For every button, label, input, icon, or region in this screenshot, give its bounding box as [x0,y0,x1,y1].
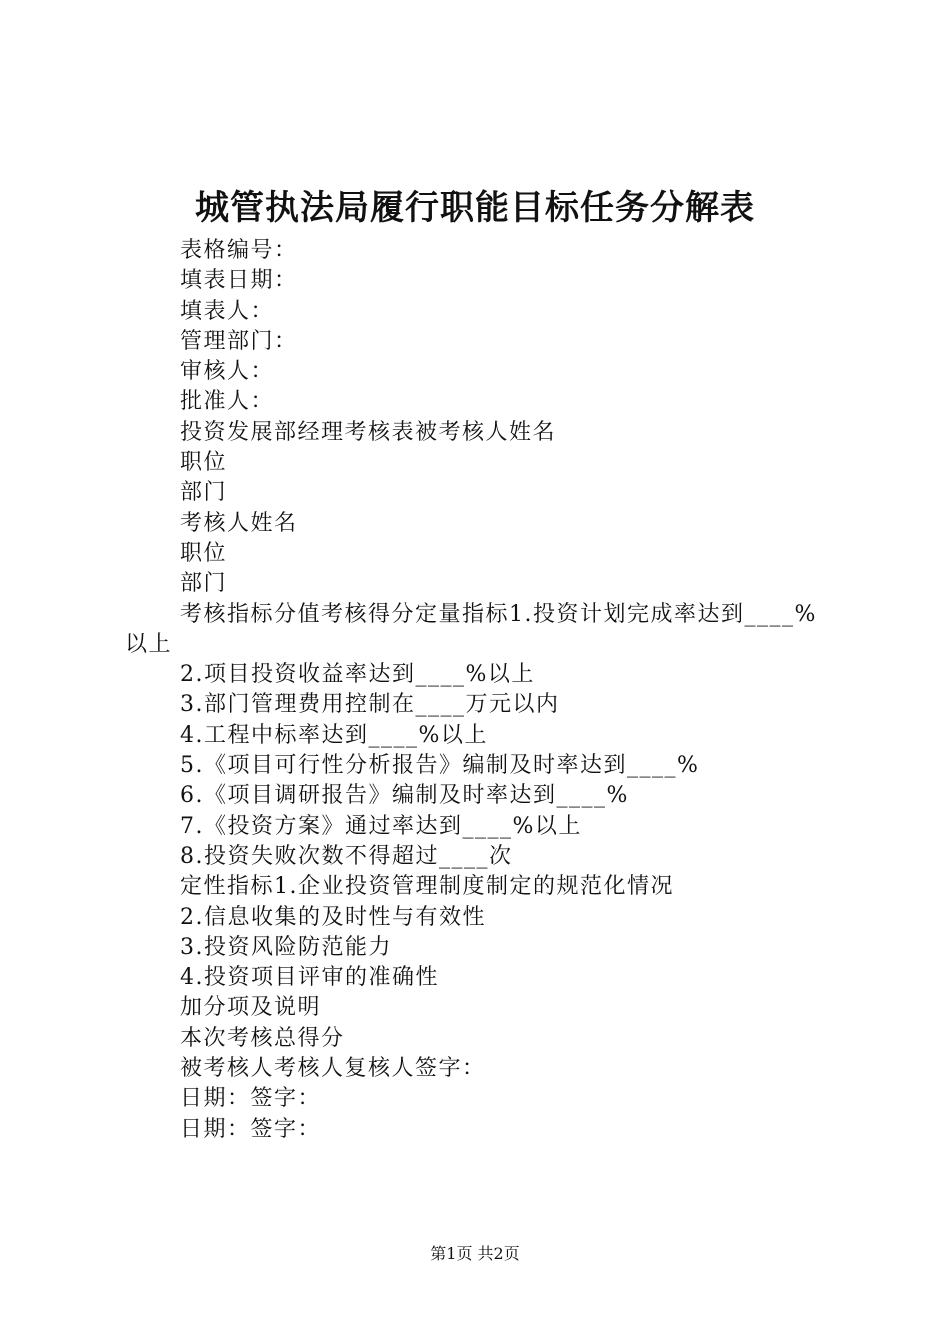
document-body [125,236,835,1145]
text-line: 7.《投资方案》通过率达到____%以上 [180,813,582,839]
text-line: 2.信息收集的及时性与有效性 [180,904,486,930]
text-line: 5.《项目可行性分析报告》编制及时率达到____% [180,753,700,779]
text-line: 被考核人考核人复核人签字： [180,1056,486,1082]
text-line: 考核人姓名 [180,510,298,536]
text-line: 8.投资失败次数不得超过____次 [180,843,513,869]
text-line: 填表人： [180,298,275,324]
text-line: 本次考核总得分 [180,1025,345,1051]
text-line: 2.项目投资收益率达到____%以上 [180,662,535,688]
text-line: 填表日期： [180,268,298,294]
text-line: 审核人： [180,359,275,385]
text-line: 3.部门管理费用控制在____万元以内 [180,692,560,718]
text-line: 加分项及说明 [180,995,322,1021]
text-line: 日期：签字： [180,1086,322,1112]
text-line: 部门 [180,480,228,506]
page-number-footer: 第1页 共2页 [430,1244,520,1263]
text-line: 日期：签字： [180,1116,322,1142]
text-line: 职位 [180,540,228,566]
text-line: 投资发展部经理考核表被考核人姓名 [180,419,557,445]
document-title: 城管执法局履行职能目标任务分解表 [195,188,755,228]
text-line: 4.工程中标率达到____%以上 [180,722,488,748]
text-line: 4.投资项目评审的准确性 [180,965,439,991]
text-line: 批准人： [180,389,275,415]
text-line: 考核指标分值考核得分定量指标1.投资计划完成率达到____%以上 [125,601,817,657]
text-line: 职位 [180,450,228,476]
text-line: 定性指标1.企业投资管理制度制定的规范化情况 [180,874,674,900]
text-line: 管理部门： [180,328,298,354]
text-line: 部门 [180,571,228,597]
text-line: 6.《项目调研报告》编制及时率达到____% [180,783,629,809]
text-line: 表格编号： [180,238,298,263]
text-line: 3.投资风险防范能力 [180,934,392,960]
